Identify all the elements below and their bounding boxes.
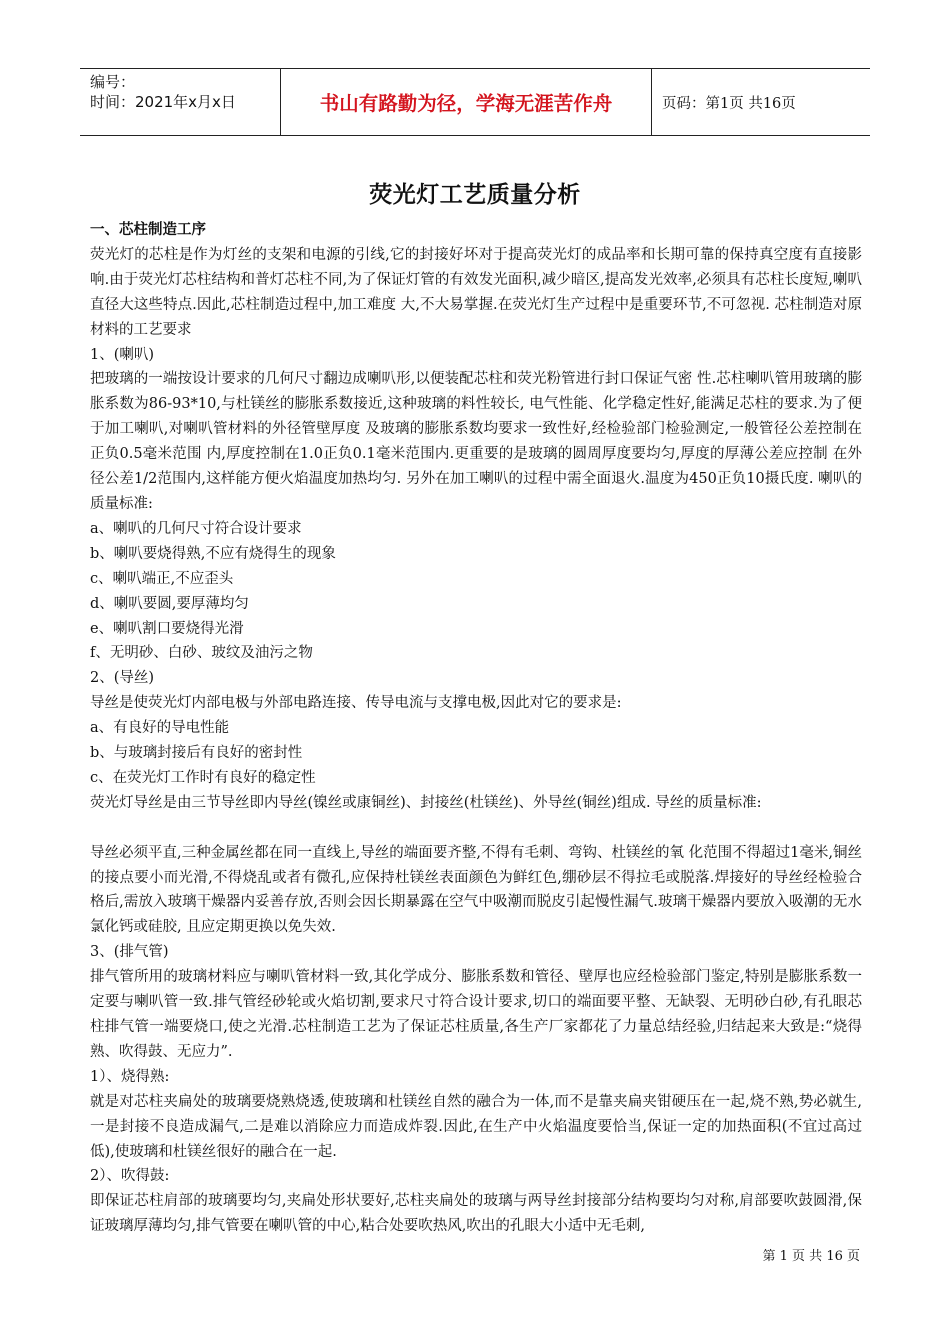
paragraph: a、有良好的导电性能	[90, 720, 230, 737]
document-date: 时间：2021年x月x日	[90, 93, 236, 111]
paragraph: b、喇叭要烧得熟,不应有烧得生的现象	[90, 545, 336, 562]
paragraph: f、无明砂、白砂、玻纹及油污之物	[90, 645, 313, 662]
paragraph: 即保证芯柱肩部的玻璃要均匀,夹扁处形状要好,芯柱夹扁处的玻璃与两导丝封接部分结构要均匀对称,肩部要吹鼓圆滑,保证玻璃厚薄均匀,排气管要在喇叭管的中心,粘合处要吹热风,吹出的孔眼大小适中无毛刺,	[90, 1193, 862, 1235]
header-motto-cell	[280, 69, 652, 135]
paragraph: c、喇叭端正,不应歪头	[90, 570, 234, 587]
paragraph: d、喇叭要圆,要厚薄均匀	[90, 595, 249, 612]
page-header	[80, 68, 870, 136]
blank-line	[90, 816, 862, 841]
paragraph: e、喇叭割口要烧得光滑	[90, 620, 244, 637]
paragraph: 2）、吹得鼓:	[90, 1168, 170, 1185]
paragraph: 2、(导丝)	[90, 670, 155, 687]
section-heading: 一、芯柱制造工序	[90, 222, 206, 238]
document-number-label: 编号：	[90, 73, 136, 91]
paragraph: a、喇叭的几何尺寸符合设计要求	[90, 520, 302, 537]
paragraph: 就是对芯柱夹扁处的玻璃要烧熟烧透,使玻璃和杜镁丝自然的融合为一体,而不是靠夹扁夹钳硬压在一起,烧不熟,势必就生,一是封接不良造成漏气,二是难以消除应力而造成炸裂.因此,在生产中火焰温度要恰当,保证一定的加热面积(不宜过高过低),使玻璃和杜镁丝很好的融合在一起.	[90, 1093, 862, 1160]
paragraph: 排气管所用的玻璃材料应与喇叭管材料一致,其化学成分、膨胀系数和管径、壁厚也应经检验部门鉴定,特别是膨胀系数一定要与喇叭管一致.排气管经砂轮或火焰切割,要求尺寸符合设计要求,切口的端面要平整、无缺裂、无明砂白砂,有孔眼芯柱排气管一端要烧口,使之光滑.芯柱制造工艺为了保证芯柱质量,各生产厂家都花了力量总结经验,归结起来大致是:“烧得熟、吹得鼓、无应力”.	[90, 969, 862, 1060]
document-body	[90, 218, 862, 1239]
paragraph: b、与玻璃封接后有良好的密封性	[90, 745, 303, 762]
paragraph: 1）、烧得熟:	[90, 1068, 170, 1085]
paragraph: 导丝是使荧光灯内部电极与外部电路连接、传导电流与支撑电极,因此对它的要求是:	[90, 695, 622, 712]
page-footer: 第 1 页 共 16 页	[762, 1249, 860, 1264]
paragraph: 3、(排气管)	[90, 944, 169, 961]
paragraph: 导丝必须平直,三种金属丝都在同一直线上,导丝的端面要齐整,不得有毛刺、弯钩、杜镁丝的氧 化范围不得超过1毫米,铜丝的接点要小而光滑,不得烧乱或者有微孔,应保持杜镁丝表面颜色为鲜红色,绷砂层不得拉毛或脱落.焊接好的导丝经检验合格后,需放入玻璃干燥器内妥善存放,否则会因长期暴露在空气中吸潮而脱皮引起慢性漏气.玻璃干燥器内要放入吸潮的无水氯化钙或硅胶, 且应定期更换以免失效.	[90, 844, 862, 936]
document-title: 荧光灯工艺质量分析	[369, 182, 581, 208]
paragraph: c、在荧光灯工作时有良好的稳定性	[90, 769, 316, 786]
paragraph: 1、(喇叭)	[90, 346, 155, 363]
paragraph: 荧光灯的芯柱是作为灯丝的支架和电源的引线,它的封接好坏对于提高荧光灯的成品率和长期可靠的保持真空度有直接影响.由于荧光灯芯柱结构和普灯芯柱不同,为了保证灯管的有效发光面积,减少暗区,提高发光效率,必须具有芯柱长度短,喇叭直径大这些特点.因此,芯柱制造过程中,加工难度 大,不大易掌握.在荧光灯生产过程中是重要环节,不可忽视. 芯柱制造对原材料的工艺要求	[90, 246, 862, 338]
header-page-info: 页码：第1页 共16页	[662, 95, 796, 112]
paragraph: 把玻璃的一端按设计要求的几何尺寸翻边成喇叭形,以便装配芯柱和荧光粉管进行封口保证气密 性.芯柱喇叭管用玻璃的膨胀系数为86-93*10,与杜镁丝的膨胀系数接近,这种玻璃的料性较长, 电气性能、化学稳定性好,能满足芯柱的要求.为了便于加工喇叭,对喇叭管材料的外径管壁厚度 及玻璃的膨胀系数均要求一致性好,经检验部门检验测定,一般管径公差控制在正负0.5毫米范围 内,厚度控制在1.0正负0.1毫米范围内.更重要的是玻璃的圆周厚度要均匀,厚度的厚薄公差应控制 在外径公差1/2范围内,这样能方便火焰温度加热均匀. 另外在加工喇叭的过程中需全面退火.温度为450正负10摄氏度. 喇叭的质量标准:	[90, 371, 862, 512]
header-meta	[80, 69, 280, 135]
header-motto: 书山有路勤为径，学海无涯苦作舟	[319, 92, 613, 115]
paragraph: 荧光灯导丝是由三节导丝即内导丝(镍丝或康铜丝)、封接丝(杜镁丝)、外导丝(铜丝)组成. 导丝的质量标准:	[90, 794, 762, 811]
